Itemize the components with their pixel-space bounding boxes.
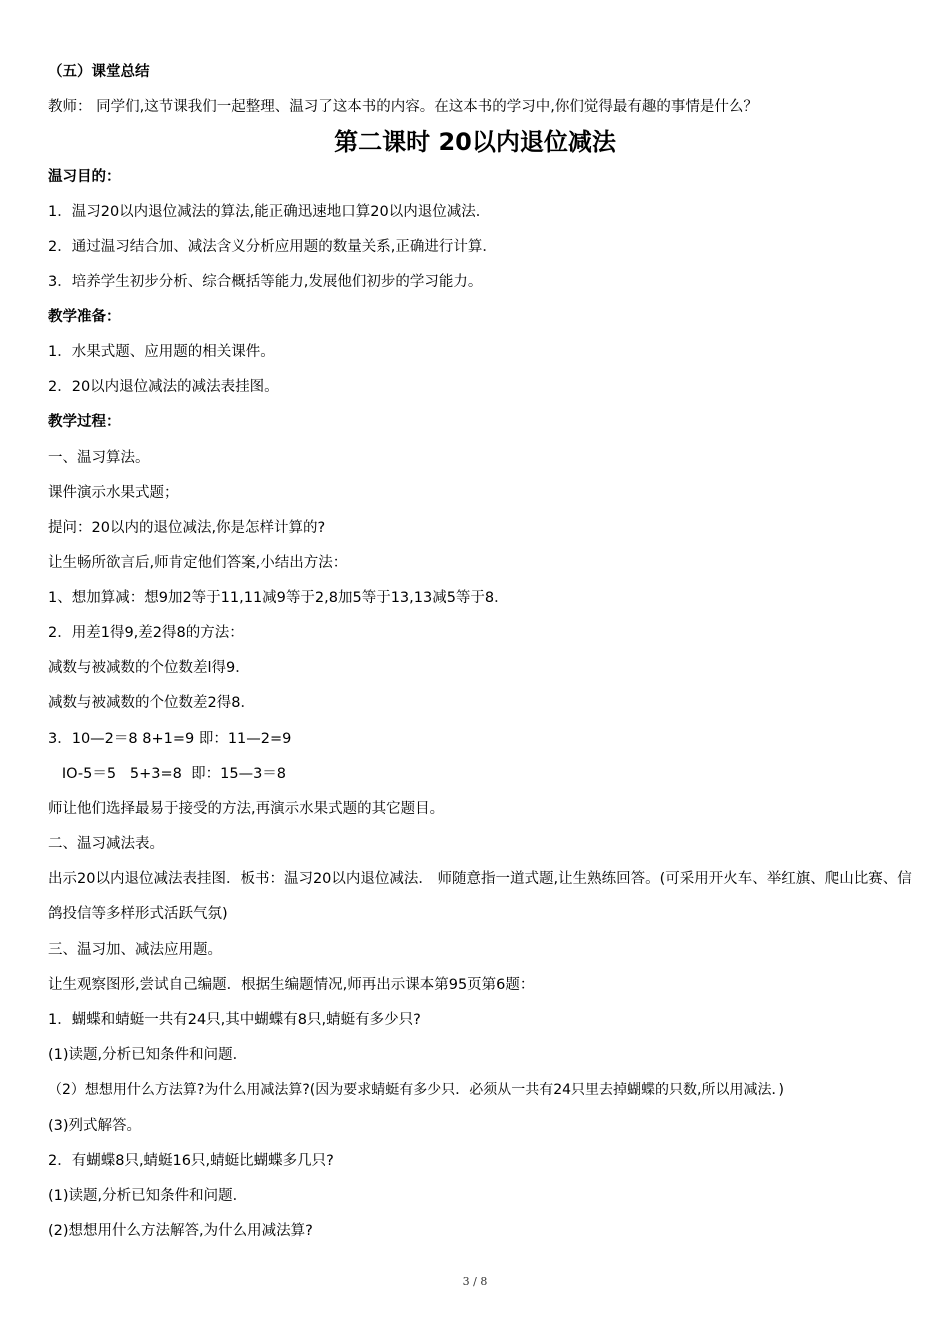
process-line: (2)想想用什么方法解答,为什么用减法算?: [48, 1223, 313, 1239]
process-line: （2）想想用什么方法算?为什么用减法算?(因为要求蜻蜓有多少只．必须从一共有24只里去掉蝴蝶的只数,所以用减法．): [48, 1082, 784, 1098]
process-line: (1)读题,分析已知条件和问题．: [48, 1188, 248, 1204]
process-line: 2．用差1得9,差2得8的方法：: [48, 625, 244, 641]
summary-heading: （五）课堂总结: [48, 64, 150, 80]
process-line: 二、温习减法表。: [48, 836, 164, 852]
prep-item: 2．20以内退位减法的减法表挂图。: [48, 379, 279, 395]
process-line: 1．蝴蝶和蜻蜓一共有24只,其中蝴蝶有8只,蜻蜓有多少只?: [48, 1012, 421, 1028]
summary-text: 教师： 同学们,这节课我们一起整理、温习了这本书的内容。在这本书的学习中,你们觉得最有趣的事情是什么？: [48, 99, 758, 115]
lesson-title: 第二课时 20以内退位减法: [334, 128, 616, 156]
prep-heading: 教学准备：: [48, 309, 121, 325]
process-line: 减数与被减数的个位数差2得8．: [48, 695, 255, 711]
process-line: 师让他们选择最易于接受的方法,再演示水果式题的其它题目。: [48, 801, 445, 817]
process-line: 让生观察图形,尝试自己编题．根据生编题情况,师再出示课本第95页第6题：: [48, 977, 535, 993]
page-number: 3 / 8: [462, 1275, 488, 1288]
process-line: (1)读题,分析已知条件和问题．: [48, 1047, 248, 1063]
process-line: 2．有蝴蝶8只,蜻蜓16只,蜻蜓比蝴蝶多几只?: [48, 1153, 334, 1169]
process-line: 三、温习加、减法应用题。: [48, 942, 222, 958]
process-line: IO-5＝5 5+3=8 即：15—3＝8: [48, 766, 287, 782]
process-line: 一、温习算法。: [48, 450, 150, 466]
process-line: 提问：20以内的退位减法,你是怎样计算的?: [48, 520, 326, 536]
process-line: 让生畅所欲言后,师肯定他们答案,小结出方法：: [48, 555, 348, 571]
goals-heading: 温习目的：: [48, 169, 121, 185]
goal-item: 2．通过温习结合加、减法含义分析应用题的数量关系,正确进行计算．: [48, 239, 497, 255]
process-line: 减数与被减数的个位数差l得9．: [48, 660, 250, 676]
goal-item: 1．温习20以内退位减法的算法,能正确迅速地口算20以内退位减法．: [48, 204, 491, 220]
process-line: 出示20以内退位减法表挂图．板书：温习20以内退位减法． 师随意指一道式题,让生熟练回答。(可采用开火车、举红旗、爬山比赛、信鸽投信等多样形式活跃气氛): [48, 871, 912, 922]
process-line: 课件演示水果式题；: [48, 485, 179, 501]
process-line: (3)列式解答。: [48, 1118, 142, 1134]
prep-item: 1．水果式题、应用题的相关课件。: [48, 344, 275, 360]
process-line: 1、想加算减：想9加2等于11,11减9等于2,8加5等于13,13减5等于8．: [48, 590, 509, 606]
goal-item: 3．培养学生初步分析、综合概括等能力,发展他们初步的学习能力。: [48, 274, 483, 290]
process-heading: 教学过程：: [48, 414, 121, 430]
process-line: 3．10—2＝8 8+1=9 即：11—2=9: [48, 731, 292, 747]
